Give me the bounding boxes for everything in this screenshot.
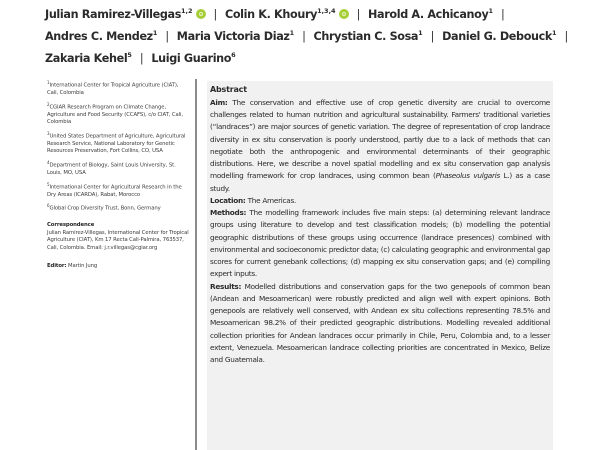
- author-separator: |: [165, 30, 169, 43]
- editor-line: [47, 263, 190, 271]
- author-separator: |: [213, 8, 217, 21]
- editor-label: Editor:: [47, 262, 67, 269]
- author[interactable]: Andres C. Mendez$^1$: [45, 29, 158, 43]
- author[interactable]: Luigi Guarino$^6$: [151, 51, 236, 65]
- affiliation: $^2$CGIAR Research Program on Climate Change, Agriculture and Food Security (CCAFS), c/o CIAT, Cali, Colombia: [47, 101, 183, 126]
- abstract-results: Results: Modelled distributions and conservation gaps for the two genepools of common bean (Andean and Mesoamerican) were robustly predicted and align well with expert opinions. Both genepools are relatively well conserved, with Andean ex situ collections representing 78.5% and Mesoamerican 98.2% of their predicted geographic distributions. Modelling revealed additional collection priorities for Andean landraces occur primarily in Chile, Peru, Colombia and, to a lesser extent, Venezuela. Mesoamerican landrace collecting priorities are concentrated in Mexico, Belize and Guatemala.: [210, 281, 550, 364]
- abstract: [210, 84, 550, 366]
- author-list: [45, 2, 595, 68]
- affiliation: $^3$United States Department of Agriculture, Agricultural Research Service, National Laboratory for Genetic Resources Preservation, Fort Collins, CO, USA: [47, 130, 186, 155]
- author-separator: |: [430, 30, 435, 43]
- author[interactable]: Julian Ramirez-Villegas$^{1,2}$: [45, 8, 206, 21]
- author-separator: |: [302, 30, 306, 43]
- orcid-icon[interactable]: [196, 9, 206, 19]
- column-divider: [195, 79, 197, 450]
- author[interactable]: Zakaria Kehel$^5$: [45, 51, 132, 65]
- author-separator: |: [564, 30, 568, 43]
- author-separator: |: [139, 52, 144, 65]
- correspondence-heading: Correspondence: [47, 222, 95, 229]
- abstract-aim: Aim: The conservation and effective use of crop genetic diversity are crucial to overcome challenges related to human nutrition and agricultural sustainability. Farmers' traditional varieties (“landraces”) are major sources of genetic variation. The degree of representation of crop landrace diversity in ex situ conservation is poorly understood, partly due to a lack of methods that can negotiate both the anthropogenic and environmental determinants of their geographic distributions. Here, we describe a novel spatial modelling and ex situ conservation gap analysis modelling framework for crop landraces, using common bean (Phaseolus vulgaris L.) as a case study.: [210, 97, 551, 193]
- author[interactable]: Daniel G. Debouck$^1$: [442, 29, 557, 43]
- abstract-heading: Abstract: [210, 85, 247, 94]
- correspondence-text: Julian Ramirez-Villegas, International Center for Tropical Agriculture (CIAT), Km 17 Recta Cali-Palmira, 763537, Cali, Colombia. Email: j.r.villegas@cgiar.org: [47, 229, 189, 251]
- affiliation: $^1$International Center for Tropical Agriculture (CIAT), Cali, Colombia: [47, 80, 179, 97]
- abstract-methods: Methods: The modelling framework includes five main steps: (a) determining relevant landrace groups using literature to develop and test classification models; (b) modelling the potential geographic distributions of these groups using occurrence (landrace presences) combined with environmental and socioeconomic predictor data; (c) calculating geographic and environmental gap scores for current genebank collections; (d) mapping ex situ conservation gaps; and (e) compiling expert inputs.: [210, 208, 550, 279]
- correspondence-email-link[interactable]: j.r.villegas@cgiar.org: [104, 244, 158, 251]
- affiliations-column: [47, 79, 190, 270]
- editor-name: Martin Jung: [68, 262, 98, 269]
- author-separator: |: [500, 8, 505, 21]
- affiliation: $^4$Department of Biology, Saint Louis University, St. Louis, MO, USA: [47, 159, 176, 177]
- abstract-location: Location: The Americas.: [210, 195, 297, 205]
- author[interactable]: Maria Victoria Diaz$^1$: [176, 29, 295, 43]
- author[interactable]: Harold A. Achicanoy$^1$: [368, 7, 493, 21]
- author-separator: |: [356, 8, 360, 21]
- orcid-icon[interactable]: [339, 9, 349, 19]
- author[interactable]: Colin K. Khoury$^{1,3,4}$: [225, 8, 349, 21]
- affiliation: $^5$International Center for Agricultural Research in the Dry Areas (ICARDA), Rabat, Morocco: [47, 181, 182, 198]
- affiliation: $^6$Global Crop Diversity Trust, Bonn, Germany: [47, 203, 161, 212]
- author[interactable]: Chrystian C. Sosa$^1$: [313, 29, 423, 43]
